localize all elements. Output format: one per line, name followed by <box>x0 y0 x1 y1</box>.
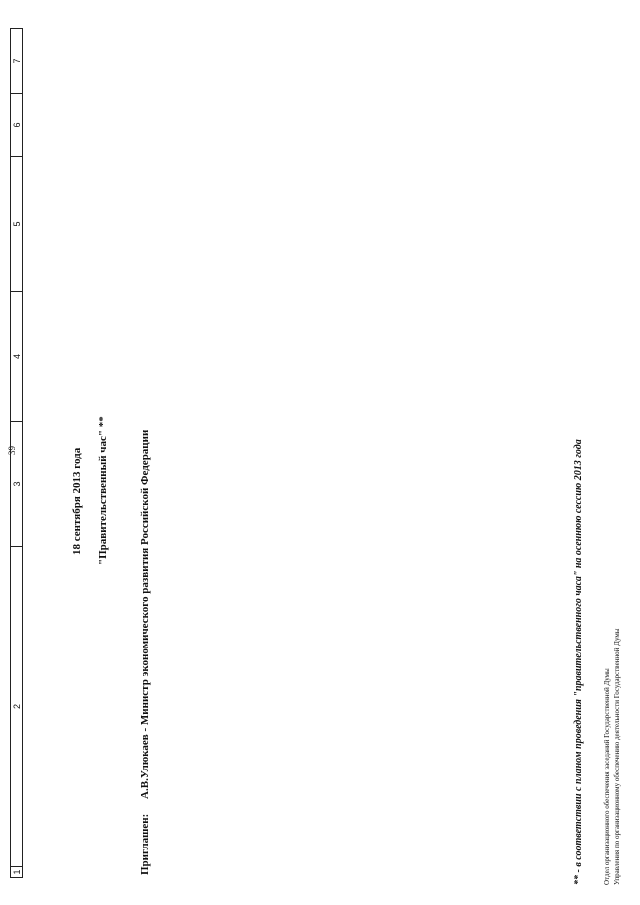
session-date: 18 сентября 2013 года <box>71 447 83 555</box>
header-col-7 <box>11 29 22 93</box>
page-number: 39 <box>7 446 17 455</box>
header-col-1-label: 1 <box>12 869 22 875</box>
header-col-4-label: 4 <box>12 353 22 360</box>
header-col-3 <box>11 421 22 546</box>
invited-line <box>140 430 151 875</box>
invited-label: Приглашен: <box>139 813 151 875</box>
header-col-1 <box>11 866 22 877</box>
header-table <box>7 28 23 878</box>
header-col-4 <box>11 291 22 421</box>
header-col-5-label: 5 <box>12 221 22 227</box>
header-col-6-label: 6 <box>12 122 22 128</box>
header-col-3-label: 3 <box>12 481 22 487</box>
header-col-5 <box>11 156 22 291</box>
session-title: "Правительственный час" ** <box>97 416 109 565</box>
header-col-2-label: 2 <box>12 703 22 710</box>
footnote: ** - в соответствии с планом проведения "правительственного часа" на осеннюю сессию 2013 года <box>573 439 584 885</box>
invited-person: А.В.Улюкаев - Министр экономического развития Российской Федерации <box>139 429 151 799</box>
department-line-2: Управления по организационному обеспечению деятельности Государственной Думы <box>613 628 621 885</box>
header-col-6 <box>11 93 22 156</box>
department-line-1: Отдел организационного обеспечения заседаний Государственной Думы <box>603 668 611 885</box>
header-col-2 <box>11 546 22 866</box>
header-col-7-label: 7 <box>12 58 22 64</box>
